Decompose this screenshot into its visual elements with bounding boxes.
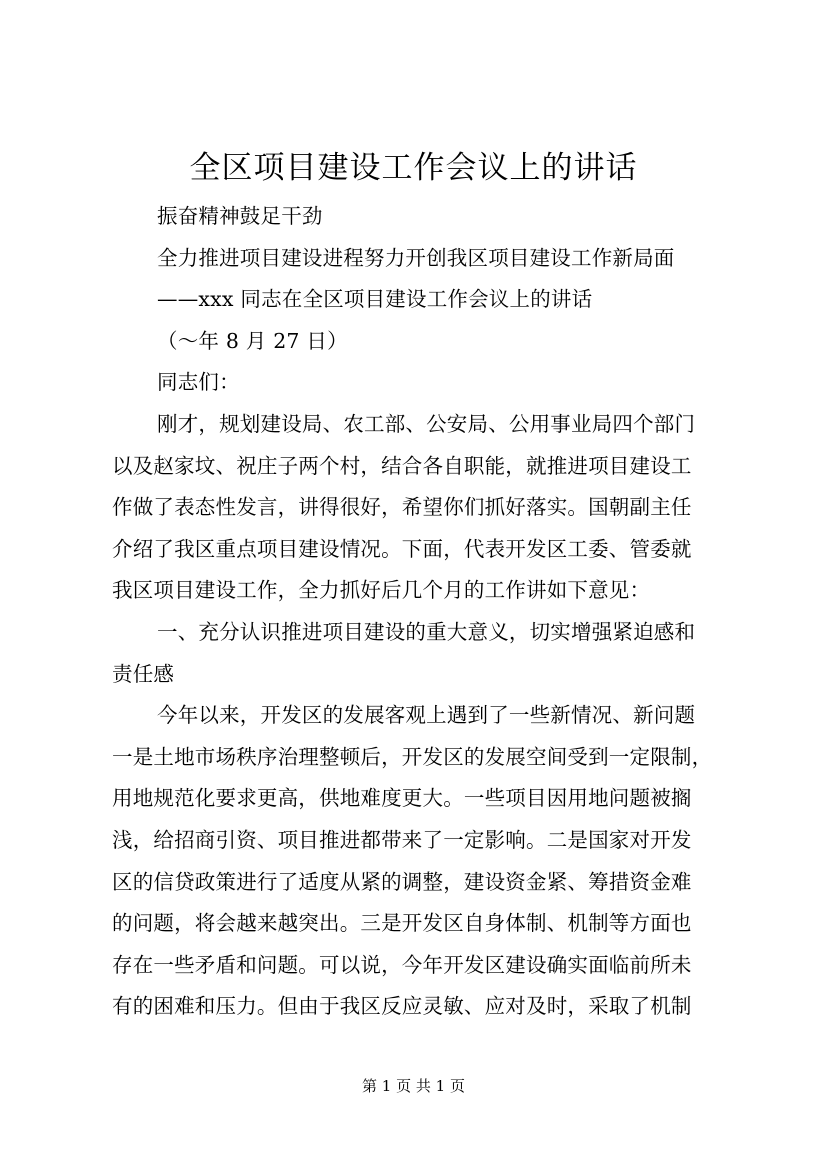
paragraph-line: 今年以来，开发区的发展客观上遇到了一些新情况、新问题 bbox=[157, 703, 696, 728]
paragraph bbox=[112, 695, 724, 1028]
paragraph-line: 介绍了我区重点项目建设情况。下面，代表开发区工委、管委就 bbox=[112, 536, 692, 561]
date-line: （～年 8 月 27 日） bbox=[157, 328, 348, 353]
subtitle-line: 振奋精神鼓足干劲 bbox=[157, 204, 323, 228]
paragraph-line: 的问题，将会越来越突出。三是开发区自身体制、机制等方面也 bbox=[112, 911, 692, 936]
paragraph-line: 一、充分认识推进项目建设的重大意义，切实增强紧迫感和 bbox=[157, 619, 696, 644]
subtitle-line: 全力推进项目建设进程努力开创我区项目建设工作新局面 bbox=[157, 245, 675, 270]
paragraph-line: 责任感 bbox=[112, 661, 175, 686]
paragraph-line: 有的困难和压力。但由于我区反应灵敏、应对及时，采取了机制 bbox=[112, 994, 692, 1019]
paragraph-line: 浅，给招商引资、项目推进都带来了一定影响。二是国家对开发 bbox=[112, 827, 692, 852]
paragraph-line: 区的信贷政策进行了适度从紧的调整，建设资金紧、筹措资金难 bbox=[112, 869, 692, 894]
paragraph-line: 我区项目建设工作，全力抓好后几个月的工作讲如下意见： bbox=[112, 578, 651, 603]
byline: ——xxx 同志在全区项目建设工作会议上的讲话 bbox=[157, 287, 593, 312]
salutation: 同志们： bbox=[157, 370, 240, 395]
paragraph-line: 刚才，规划建设局、农工部、公安局、公用事业局四个部门 bbox=[157, 411, 696, 436]
document-title: 全区项目建设工作会议上的讲话 bbox=[189, 150, 638, 186]
document-body bbox=[112, 196, 724, 1028]
paragraph-line: 存在一些矛盾和问题。可以说，今年开发区建设确实面临前所未 bbox=[112, 952, 692, 977]
paragraph bbox=[112, 404, 724, 612]
paragraph-line: 以及赵家坟、祝庄子两个村，结合各自职能，就推进项目建设工 bbox=[112, 453, 692, 478]
section-heading bbox=[112, 612, 724, 695]
paragraph-line: 用地规范化要求更高，供地难度更大。一些项目因用地问题被搁 bbox=[112, 786, 692, 811]
page-footer: 第 1 页 共 1 页 bbox=[362, 1077, 465, 1095]
paragraph-line: 一是土地市场秩序治理整顿后，开发区的发展空间受到一定限制， bbox=[112, 744, 713, 769]
paragraph-line: 作做了表态性发言，讲得很好，希望你们抓好落实。国朝副主任 bbox=[112, 495, 692, 520]
